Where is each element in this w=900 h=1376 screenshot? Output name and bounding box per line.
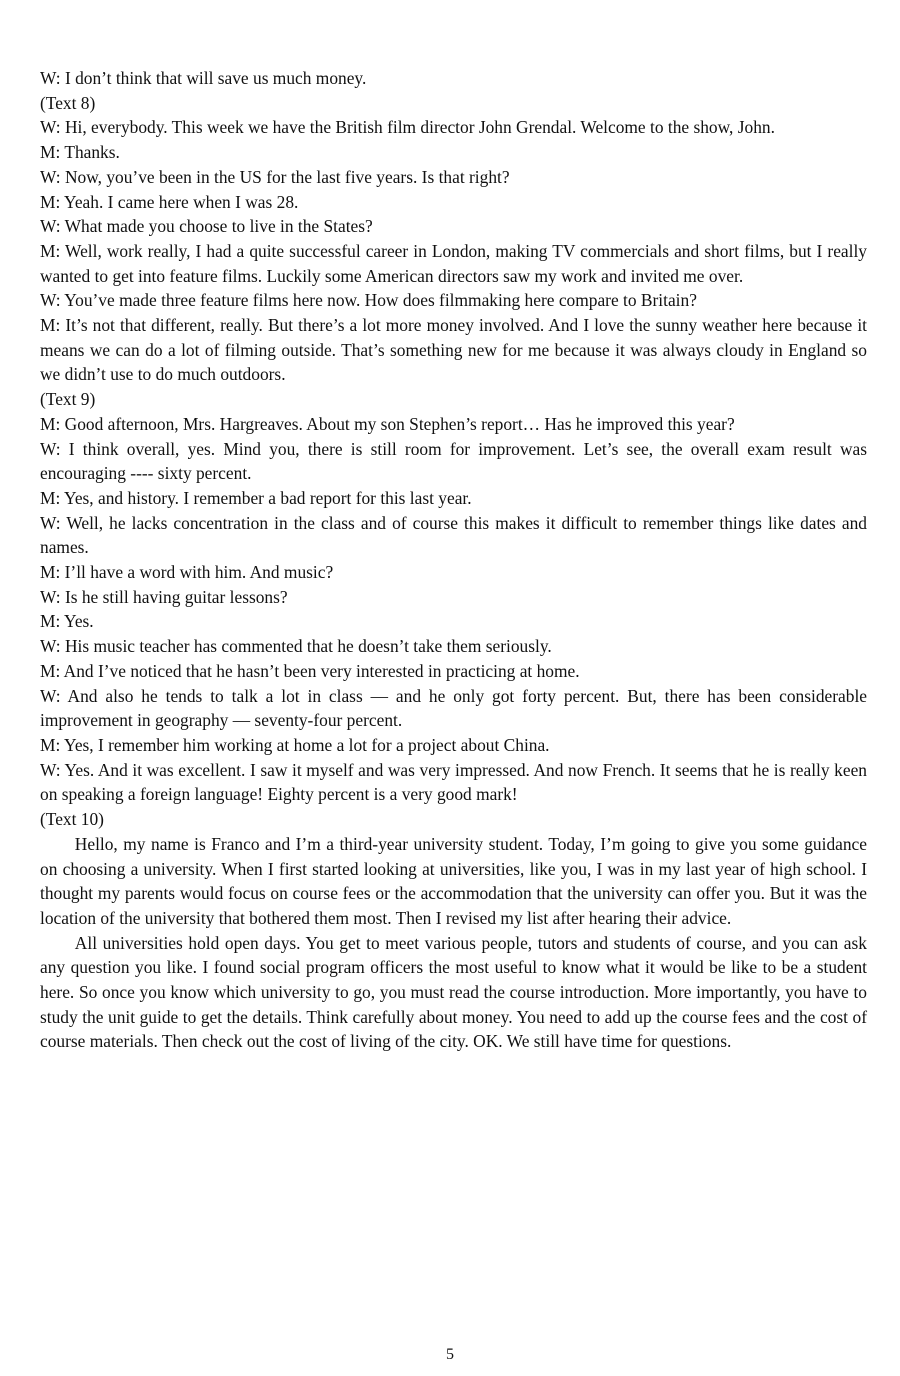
section-heading: (Text 9)	[40, 389, 96, 410]
text-line: M: It’s not that different, really. But there’s a lot more money involved. And I love the sunny weather here because it means we can do a lot of filming outside. That’s something new for me because it was always cloudy in England so we didn’t use to do much outdoors.	[40, 315, 867, 385]
document-body	[40, 66, 867, 1054]
text-line: W: His music teacher has commented that he doesn’t take them seriously.	[40, 636, 552, 657]
text-line: M: I’ll have a word with him. And music?	[40, 562, 334, 583]
monologue-paragraph: Hello, my name is Franco and I’m a third-year university student. Today, I’m going to give you some guidance on choosing a university. When I first started looking at universities, like you, I was in my last year of high school. I thought my parents would focus on course fees or the accommodation that the university can offer you. But it was the location of the university that bothered them most. Then I revised my list after hearing their advice.	[40, 833, 867, 928]
text-line: W: I think overall, yes. Mind you, there is still room for improvement. Let’s see, the overall exam result was encouraging ---- sixty percent.	[40, 438, 867, 484]
page-number: 5	[446, 1346, 454, 1363]
text-line: M: Yes, and history. I remember a bad report for this last year.	[40, 487, 472, 508]
text-line: W: Hi, everybody. This week we have the British film director John Grendal. Welcome to the show, John.	[40, 117, 775, 138]
text-line: W: Yes. And it was excellent. I saw it myself and was very impressed. And now French. It seems that he is really keen on speaking a foreign language! Eighty percent is a very good mark!	[40, 759, 867, 805]
text-line: M: Good afternoon, Mrs. Hargreaves. About my son Stephen’s report… Has he improved this year?	[40, 413, 735, 434]
section-heading: (Text 8)	[40, 92, 96, 113]
text-line: W: Is he still having guitar lessons?	[40, 586, 288, 607]
text-line: W: I don’t think that will save us much money.	[40, 68, 367, 88]
monologue-paragraph: All universities hold open days. You get to meet various people, tutors and students of course, and you can ask any question you like. I found social program officers the most useful to know what it would be like to be a student here. So once you know which university to go, you must read the course introduction. More importantly, you have to study the unit guide to get the details. Think carefully about money. You need to add up the course fees and the cost of course materials. Then check out the cost of living of the city. OK. We still have time for questions.	[40, 932, 867, 1052]
section-heading: (Text 10)	[40, 809, 104, 830]
text-line: W: You’ve made three feature films here now. How does filmmaking here compare to Britain?	[40, 290, 697, 311]
text-line: M: Yes, I remember him working at home a lot for a project about China.	[40, 734, 550, 755]
text-line: W: Now, you’ve been in the US for the last five years. Is that right?	[40, 166, 510, 187]
text-line: M: Yes.	[40, 611, 94, 632]
text-line: M: Yeah. I came here when I was 28.	[40, 191, 299, 212]
text-line: W: What made you choose to live in the States?	[40, 216, 373, 237]
text-line: W: Well, he lacks concentration in the class and of course this makes it difficult to remember things like dates and names.	[40, 512, 867, 558]
text-line: M: Well, work really, I had a quite successful career in London, making TV commercials and short films, but I really wanted to get into feature films. Luckily some American directors saw my work and invited me over.	[40, 240, 867, 286]
text-line: W: And also he tends to talk a lot in class — and he only got forty percent. But, there has been considerable improvement in geography — seventy-four percent.	[40, 685, 867, 731]
text-line: M: Thanks.	[40, 142, 120, 163]
text-line: M: And I’ve noticed that he hasn’t been very interested in practicing at home.	[40, 660, 580, 681]
